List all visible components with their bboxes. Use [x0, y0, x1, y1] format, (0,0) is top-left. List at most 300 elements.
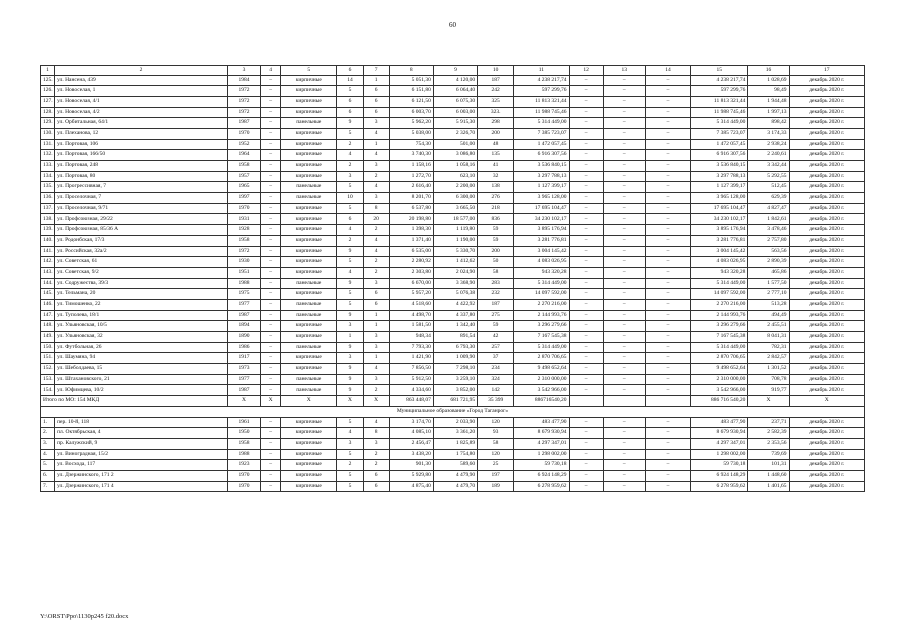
table-cell: 189: [478, 481, 514, 492]
table-cell: 34 230 102,17: [514, 214, 569, 225]
table-cell: –: [569, 374, 603, 385]
table-cell: –: [569, 214, 603, 225]
table-cell: 3 259,10: [433, 374, 477, 385]
table-cell: 6 916 307,56: [514, 150, 569, 161]
table-cell: 129.: [41, 118, 55, 129]
table-cell: ул. Юфимцева, 10/2: [55, 385, 228, 396]
table-cell: 5: [337, 417, 363, 428]
footer-file-path: Y:\ORST\Ppo\1130p245 f20.docx: [40, 613, 129, 620]
table-cell: 1 412,62: [433, 257, 477, 268]
table-cell: 1 448,60: [748, 470, 789, 481]
table-cell: декабрь 2020 г.: [789, 193, 864, 204]
table-cell: ул. Ульяновская, 32: [55, 332, 228, 343]
table-cell: –: [261, 171, 281, 182]
table-cell: 1.: [41, 417, 55, 428]
table-cell: –: [645, 182, 690, 193]
table-cell: 143.: [41, 267, 55, 278]
table-cell: –: [645, 118, 690, 129]
table-cell: 1 158,16: [389, 161, 433, 172]
table-cell: 1: [337, 332, 363, 343]
table-cell: –: [603, 460, 645, 471]
table-cell: –: [261, 428, 281, 439]
table-cell: 5 915,30: [433, 118, 477, 129]
table-cell: 1 421,90: [389, 353, 433, 364]
table-cell: 3 174,33: [748, 128, 789, 139]
table-cell: –: [569, 278, 603, 289]
table-cell: 8 041,31: [748, 332, 789, 343]
table-cell: 154.: [41, 385, 55, 396]
table-cell: –: [569, 75, 603, 86]
table-cell: 14 097 592,00: [514, 289, 569, 300]
housing-register-table: [40, 65, 865, 492]
table-cell: –: [603, 96, 645, 107]
table-cell: декабрь 2020 г.: [789, 310, 864, 321]
table-cell: –: [569, 428, 603, 439]
table-cell: 2 938,24: [748, 139, 789, 150]
table-cell: кирпичные: [281, 225, 337, 236]
table-cell: –: [645, 107, 690, 118]
table-cell: декабрь 2020 г.: [789, 257, 864, 268]
table-cell: –: [603, 385, 645, 396]
table-cell: кирпичные: [281, 353, 337, 364]
table-cell: 6 916 307,56: [691, 150, 748, 161]
table-cell: –: [645, 214, 690, 225]
table-cell: декабрь 2020 г.: [789, 118, 864, 129]
table-cell: декабрь 2020 г.: [789, 75, 864, 86]
table-cell: 3 895 176,94: [691, 225, 748, 236]
table-cell: –: [569, 128, 603, 139]
table-cell: 9: [337, 246, 363, 257]
table-cell: 3 965 128,00: [691, 193, 748, 204]
table-row: [41, 267, 865, 278]
table-cell: 754,30: [389, 139, 433, 150]
table-cell: 1 754,80: [433, 449, 477, 460]
table-cell: –: [261, 86, 281, 97]
table-cell: кирпичные: [281, 449, 337, 460]
table-cell: –: [261, 257, 281, 268]
table-cell: –: [569, 470, 603, 481]
column-number-header: 13: [603, 66, 645, 76]
table-row: [41, 193, 865, 204]
table-cell: 2: [363, 460, 389, 471]
table-cell: декабрь 2020 г.: [789, 203, 864, 214]
table-cell: –: [603, 246, 645, 257]
table-cell: –: [645, 342, 690, 353]
table-cell: –: [261, 75, 281, 86]
table-cell: 98,49: [748, 86, 789, 97]
table-cell: 2 303,80: [389, 267, 433, 278]
table-row: [41, 214, 865, 225]
table-cell: ул. Прогрессивная, 7: [55, 182, 228, 193]
table-cell: 494,49: [748, 310, 789, 321]
table-cell: –: [261, 107, 281, 118]
table-cell: 14: [337, 75, 363, 86]
table-cell: 4 120,00: [433, 75, 477, 86]
table-cell: –: [569, 171, 603, 182]
table-cell: пл. Октябрьская, 4: [55, 428, 228, 439]
table-cell: 101,31: [748, 460, 789, 471]
column-number-header: 10: [478, 66, 514, 76]
total-cell: Х: [227, 396, 260, 407]
table-cell: 325: [478, 96, 514, 107]
table-cell: декабрь 2020 г.: [789, 332, 864, 343]
table-cell: 1970: [227, 481, 260, 492]
table-cell: 4 297 347,01: [514, 438, 569, 449]
table-cell: декабрь 2020 г.: [789, 470, 864, 481]
table-cell: –: [261, 278, 281, 289]
table-cell: –: [261, 470, 281, 481]
table-cell: 187: [478, 299, 514, 310]
table-cell: –: [569, 449, 603, 460]
table-cell: 2 890,39: [748, 257, 789, 268]
table-cell: 5: [337, 203, 363, 214]
table-row: [41, 182, 865, 193]
table-cell: –: [603, 438, 645, 449]
table-cell: 3 852,00: [433, 385, 477, 396]
table-cell: 59 730,18: [691, 460, 748, 471]
table-cell: 2 326,70: [433, 128, 477, 139]
table-cell: 4 297 347,01: [691, 438, 748, 449]
table-cell: 901,30: [389, 460, 433, 471]
table-cell: 1984: [227, 75, 260, 86]
table-cell: 1958: [227, 161, 260, 172]
table-cell: 133.: [41, 161, 55, 172]
table-cell: 2: [337, 235, 363, 246]
table-cell: декабрь 2020 г.: [789, 428, 864, 439]
table-row: [41, 225, 865, 236]
table-cell: 2: [337, 460, 363, 471]
table-cell: 2: [363, 171, 389, 182]
table-cell: –: [569, 182, 603, 193]
table-cell: 1: [363, 353, 389, 364]
table-cell: 59: [478, 235, 514, 246]
table-cell: 1 119,80: [433, 225, 477, 236]
table-cell: 8 201,70: [389, 193, 433, 204]
table-cell: 6 300,00: [433, 193, 477, 204]
table-cell: 4: [337, 225, 363, 236]
table-cell: 597 299,76: [691, 86, 748, 97]
table-cell: 1: [363, 139, 389, 150]
table-cell: 148.: [41, 321, 55, 332]
table-cell: –: [569, 118, 603, 129]
table-cell: 7 385 723,07: [691, 128, 748, 139]
table-cell: 1970: [227, 128, 260, 139]
table-cell: панельные: [281, 118, 337, 129]
table-cell: –: [603, 321, 645, 332]
table-cell: 9: [337, 342, 363, 353]
table-cell: 200: [478, 246, 514, 257]
page-number: 60: [449, 21, 456, 29]
table-cell: 5: [337, 182, 363, 193]
table-cell: 11 813 321,44: [514, 96, 569, 107]
table-cell: –: [261, 193, 281, 204]
table-cell: 623,10: [433, 171, 477, 182]
table-cell: 4 422,92: [433, 299, 477, 310]
table-row: [41, 449, 865, 460]
table-cell: –: [569, 267, 603, 278]
table-cell: 6 064,40: [433, 86, 477, 97]
table-cell: –: [261, 214, 281, 225]
table-cell: 1961: [227, 417, 260, 428]
table-cell: панельные: [281, 385, 337, 396]
table-cell: 6: [363, 299, 389, 310]
table-row: [41, 428, 865, 439]
table-cell: 132.: [41, 150, 55, 161]
table-cell: 4 337,80: [433, 310, 477, 321]
table-cell: ул. Футбольная, 26: [55, 342, 228, 353]
table-cell: 283: [478, 278, 514, 289]
table-cell: –: [569, 107, 603, 118]
table-cell: декабрь 2020 г.: [789, 86, 864, 97]
table-cell: 58: [478, 438, 514, 449]
table-cell: кирпичные: [281, 470, 337, 481]
table-cell: –: [569, 257, 603, 268]
table-cell: кирпичные: [281, 203, 337, 214]
table-cell: 5: [337, 299, 363, 310]
table-cell: 150.: [41, 342, 55, 353]
table-cell: 891,54: [433, 332, 477, 343]
column-number-header: 3: [227, 66, 260, 76]
table-cell: 1972: [227, 86, 260, 97]
total-cell: 863 448,07: [389, 396, 433, 407]
table-cell: 4: [363, 246, 389, 257]
table-cell: –: [603, 289, 645, 300]
table-cell: 948,34: [389, 332, 433, 343]
table-cell: 3: [363, 193, 389, 204]
table-row: [41, 171, 865, 182]
table-row: [41, 299, 865, 310]
table-cell: 1972: [227, 96, 260, 107]
table-row: [41, 481, 865, 492]
table-cell: 2 870 706,65: [691, 353, 748, 364]
table-cell: –: [261, 267, 281, 278]
table-cell: –: [645, 235, 690, 246]
table-cell: –: [645, 267, 690, 278]
table-cell: 2 270 216,00: [514, 299, 569, 310]
table-cell: –: [645, 278, 690, 289]
table-cell: 512,45: [748, 182, 789, 193]
table-row: [41, 86, 865, 97]
table-cell: –: [261, 225, 281, 236]
table-cell: 2: [363, 267, 389, 278]
table-cell: –: [603, 182, 645, 193]
table-cell: 5: [337, 257, 363, 268]
table-row: [41, 364, 865, 375]
table-cell: 3: [363, 374, 389, 385]
table-row: [41, 332, 865, 343]
table-cell: кирпичные: [281, 150, 337, 161]
table-cell: декабрь 2020 г.: [789, 214, 864, 225]
table-cell: пер. 10-й, 118: [55, 417, 228, 428]
table-cell: –: [261, 310, 281, 321]
table-cell: –: [603, 161, 645, 172]
table-cell: пр. Калужский, 9: [55, 438, 228, 449]
column-number-header: 2: [55, 66, 228, 76]
table-cell: 131.: [41, 139, 55, 150]
table-cell: 257: [478, 342, 514, 353]
table-cell: 836: [478, 214, 514, 225]
table-cell: 4 498,70: [389, 310, 433, 321]
table-cell: 2: [363, 257, 389, 268]
table-cell: 3 361,20: [433, 428, 477, 439]
table-cell: 14 097 592,00: [691, 289, 748, 300]
table-cell: панельные: [281, 310, 337, 321]
table-cell: –: [645, 417, 690, 428]
table-cell: ул. Тимошенко, 22: [55, 299, 228, 310]
table-cell: 146.: [41, 299, 55, 310]
table-cell: 1928: [227, 225, 260, 236]
table-cell: –: [645, 128, 690, 139]
table-cell: 483 477,90: [691, 417, 748, 428]
table-cell: –: [603, 118, 645, 129]
table-cell: 1 342,40: [433, 321, 477, 332]
table-cell: 3: [363, 438, 389, 449]
table-cell: кирпичные: [281, 460, 337, 471]
table-cell: 6: [363, 96, 389, 107]
table-cell: декабрь 2020 г.: [789, 225, 864, 236]
table-cell: 6 278 959,62: [691, 481, 748, 492]
total-cell: Х: [789, 396, 864, 407]
table-cell: ул. Дзержинского, 171 2: [55, 470, 228, 481]
table-cell: –: [603, 353, 645, 364]
table-cell: –: [603, 449, 645, 460]
column-number-header: 5: [281, 66, 337, 76]
table-cell: –: [569, 321, 603, 332]
table-cell: 142: [478, 385, 514, 396]
table-cell: 18 577,00: [433, 214, 477, 225]
table-cell: 513,28: [748, 299, 789, 310]
table-cell: 4 083 026,95: [691, 257, 748, 268]
table-row: [41, 203, 865, 214]
column-number-header: 15: [691, 66, 748, 76]
table-cell: 3 665,50: [433, 203, 477, 214]
table-cell: 9: [337, 278, 363, 289]
table-cell: ул. Родонбская, 17/3: [55, 235, 228, 246]
table-cell: кирпичные: [281, 214, 337, 225]
table-cell: 943 320,28: [514, 267, 569, 278]
table-cell: 5 314 449,00: [691, 278, 748, 289]
table-cell: 2: [363, 385, 389, 396]
table-cell: 153.: [41, 374, 55, 385]
table-cell: 1987: [227, 385, 260, 396]
table-cell: 1 944,48: [748, 96, 789, 107]
table-cell: –: [603, 332, 645, 343]
table-cell: 1 058,16: [433, 161, 477, 172]
table-cell: панельные: [281, 193, 337, 204]
table-cell: ул. Шеболдаева, 15: [55, 364, 228, 375]
table-cell: –: [603, 107, 645, 118]
table-cell: ул. Новоселая, 4/2: [55, 107, 228, 118]
table-cell: 138.: [41, 214, 55, 225]
table-cell: 3 536 840,15: [514, 161, 569, 172]
table-cell: 32: [478, 171, 514, 182]
table-cell: 483 477,90: [514, 417, 569, 428]
total-cell: 35 399: [478, 396, 514, 407]
table-cell: 4 334,60: [389, 385, 433, 396]
total-cell: 681 721,95: [433, 396, 477, 407]
total-row: [41, 396, 865, 407]
table-cell: –: [645, 203, 690, 214]
table-cell: 276: [478, 193, 514, 204]
total-cell: Х: [281, 396, 337, 407]
table-cell: 4 518,60: [389, 299, 433, 310]
table-cell: 136.: [41, 193, 55, 204]
table-row: [41, 321, 865, 332]
table-cell: –: [645, 481, 690, 492]
table-cell: 3 438,20: [389, 449, 433, 460]
table-cell: 1975: [227, 289, 260, 300]
table-cell: 1923: [227, 460, 260, 471]
table-cell: –: [261, 235, 281, 246]
table-cell: 708,78: [748, 374, 789, 385]
table-cell: 5: [337, 449, 363, 460]
table-cell: –: [603, 364, 645, 375]
column-number-header: 4: [261, 66, 281, 76]
table-cell: –: [603, 417, 645, 428]
table-cell: –: [645, 449, 690, 460]
table-cell: 4: [337, 267, 363, 278]
table-cell: ул. Восхода, 117: [55, 460, 228, 471]
table-cell: 3 740,30: [389, 150, 433, 161]
table-cell: 7 298,10: [433, 364, 477, 375]
table-cell: 6 278 959,62: [514, 481, 569, 492]
table-cell: 2 757,80: [748, 235, 789, 246]
table-cell: –: [261, 364, 281, 375]
table-cell: –: [569, 438, 603, 449]
table-cell: 152.: [41, 364, 55, 375]
table-cell: –: [261, 332, 281, 343]
table-cell: 1958: [227, 438, 260, 449]
table-cell: 197: [478, 470, 514, 481]
table-cell: 3: [363, 118, 389, 129]
table-row: [41, 139, 865, 150]
table-cell: 1972: [227, 107, 260, 118]
table-cell: –: [569, 417, 603, 428]
table-cell: –: [645, 438, 690, 449]
table-cell: 3: [363, 332, 389, 343]
table-cell: ул. Портовая, 106: [55, 139, 228, 150]
section-header-row: [41, 406, 865, 417]
table-cell: 4 238 217,74: [514, 75, 569, 86]
table-cell: 943 320,28: [691, 267, 748, 278]
table-cell: –: [603, 150, 645, 161]
table-cell: декабрь 2020 г.: [789, 299, 864, 310]
table-cell: 1987: [227, 118, 260, 129]
table-cell: –: [569, 364, 603, 375]
table-cell: –: [569, 460, 603, 471]
table-cell: –: [645, 385, 690, 396]
table-row: [41, 107, 865, 118]
table-cell: –: [569, 353, 603, 364]
table-cell: 1970: [227, 470, 260, 481]
table-cell: 6 075,30: [433, 96, 477, 107]
table-cell: 4: [363, 364, 389, 375]
table-row: [41, 128, 865, 139]
table-cell: декабрь 2020 г.: [789, 107, 864, 118]
column-number-header: 1: [41, 66, 55, 76]
table-cell: 2 842,57: [748, 353, 789, 364]
table-cell: ул. Содружества, 39/3: [55, 278, 228, 289]
table-cell: 234: [478, 364, 514, 375]
table-cell: 2 024,90: [433, 267, 477, 278]
table-cell: –: [569, 150, 603, 161]
table-cell: декабрь 2020 г.: [789, 449, 864, 460]
table-cell: 4: [363, 128, 389, 139]
table-cell: 6 670,00: [389, 278, 433, 289]
table-cell: 1890: [227, 332, 260, 343]
table-cell: декабрь 2020 г.: [789, 267, 864, 278]
table-cell: декабрь 2020 г.: [789, 385, 864, 396]
